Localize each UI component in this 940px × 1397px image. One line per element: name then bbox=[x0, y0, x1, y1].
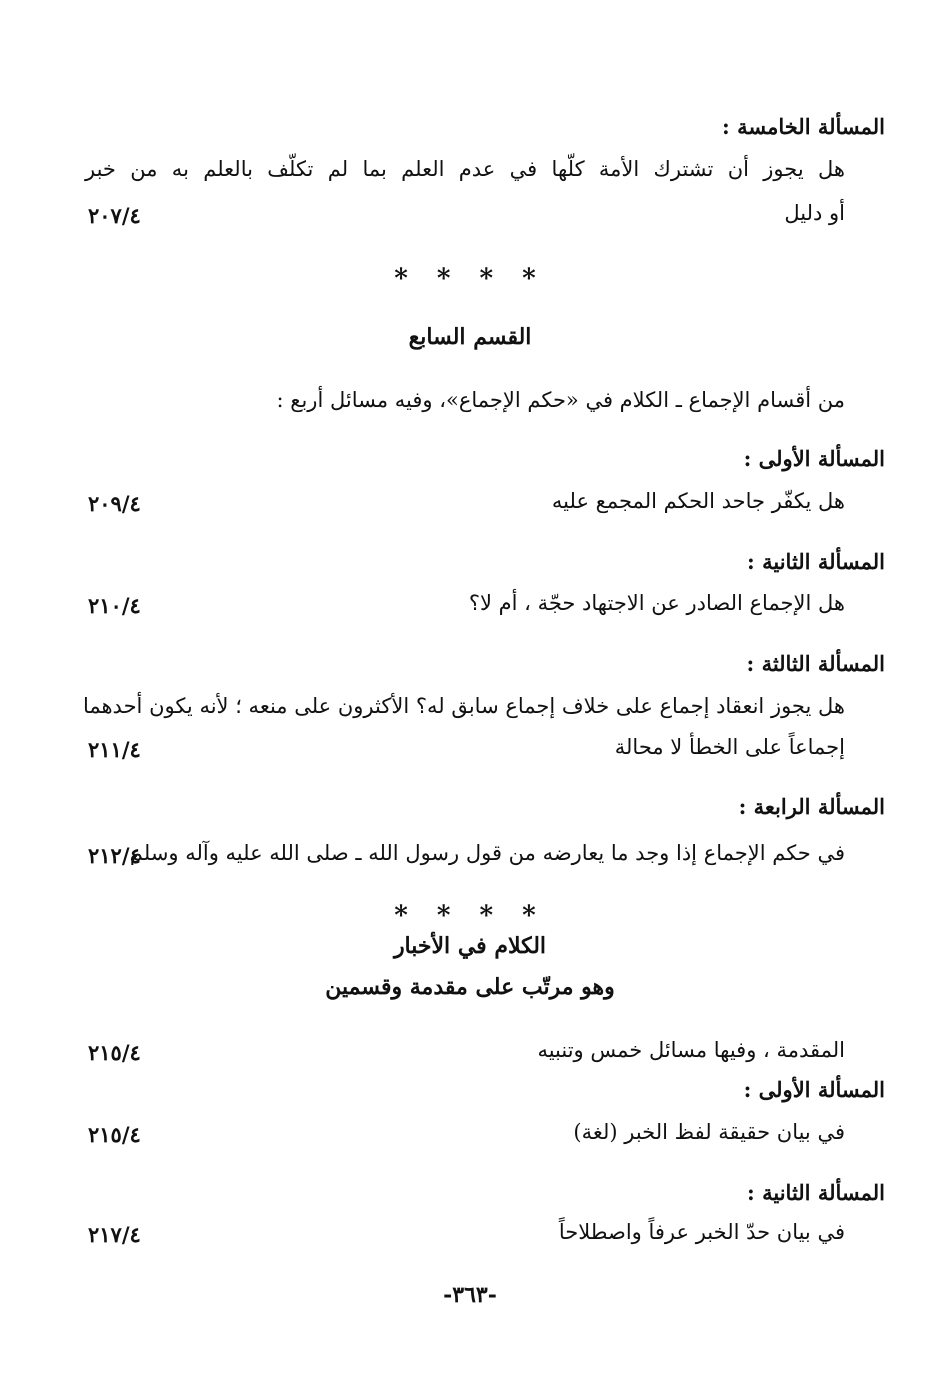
page-number: -٣٦٣- bbox=[443, 1282, 497, 1308]
part-seven-q1-reference: ٢٠٩/٤ bbox=[88, 491, 141, 516]
part-seven-intro: من أقسام الإجماع ـ الكلام في «حكم الإجماع»، وفيه مسائل أربع : bbox=[276, 388, 845, 412]
news-q1-heading: المسألة الأولى : bbox=[743, 1077, 885, 1102]
part-seven-q3-reference: ٢١١/٤ bbox=[88, 737, 141, 762]
section-divider-stars: * * * * bbox=[394, 264, 546, 294]
part-seven-q2-reference: ٢١٠/٤ bbox=[88, 593, 141, 618]
part-seven-q4-text: في حكم الإجماع إذا وجد ما يعارضه من قول رسول الله ـ صلى الله عليه وآله وسلم bbox=[129, 841, 845, 865]
news-q2-heading: المسألة الثانية : bbox=[747, 1180, 885, 1205]
news-section-subtitle: وهو مرتّب على مقدمة وقسمين bbox=[325, 974, 615, 1000]
section-heading-fifth-question: المسألة الخامسة : bbox=[722, 114, 885, 139]
part-seven-q3-text-line-2: إجماعاً على الخطأ لا محالة bbox=[614, 735, 845, 759]
part-seven-q3-text-line-1: هل يجوز انعقاد إجماع على خلاف إجماع سابق له؟ الأكثرون على منعه ؛ لأنه يكون أحدهما bbox=[82, 694, 845, 718]
news-q2-reference: ٢١٧/٤ bbox=[88, 1222, 141, 1247]
section-divider-stars-2: * * * * bbox=[394, 901, 546, 931]
news-q2-text: في بيان حدّ الخبر عرفاً واصطلاحاً bbox=[558, 1220, 845, 1244]
part-seven-q4-heading: المسألة الرابعة : bbox=[738, 794, 885, 819]
part-seven-q2-heading: المسألة الثانية : bbox=[747, 549, 885, 574]
fifth-question-text-line-1: هل يجوز أن تشترك الأمة كلّها في عدم العلم بما لم تكلّف بالعلم به من خبر bbox=[85, 157, 845, 181]
fifth-question-text-line-2: أو دليل bbox=[784, 201, 845, 225]
part-seven-q1-heading: المسألة الأولى : bbox=[743, 446, 885, 471]
part-seven-q3-heading: المسألة الثالثة : bbox=[746, 651, 885, 676]
intro-reference: ٢١٥/٤ bbox=[88, 1040, 141, 1065]
part-seven-title: القسم السابع bbox=[408, 324, 532, 350]
intro-text: المقدمة ، وفيها مسائل خمس وتنبيه bbox=[537, 1038, 845, 1062]
part-seven-q1-text: هل يكفّر جاحد الحكم المجمع عليه bbox=[551, 489, 845, 513]
fifth-question-reference: ٢٠٧/٤ bbox=[88, 203, 141, 228]
news-q1-text: في بيان حقيقة لفظ الخبر (لغة) bbox=[573, 1120, 845, 1144]
news-section-title: الكلام في الأخبار bbox=[393, 933, 547, 959]
news-q1-reference: ٢١٥/٤ bbox=[88, 1122, 141, 1147]
part-seven-q2-text: هل الإجماع الصادر عن الاجتهاد حجّة ، أم لا؟ bbox=[468, 591, 845, 615]
part-seven-q4-reference: ٢١٢/٤ bbox=[88, 843, 141, 868]
